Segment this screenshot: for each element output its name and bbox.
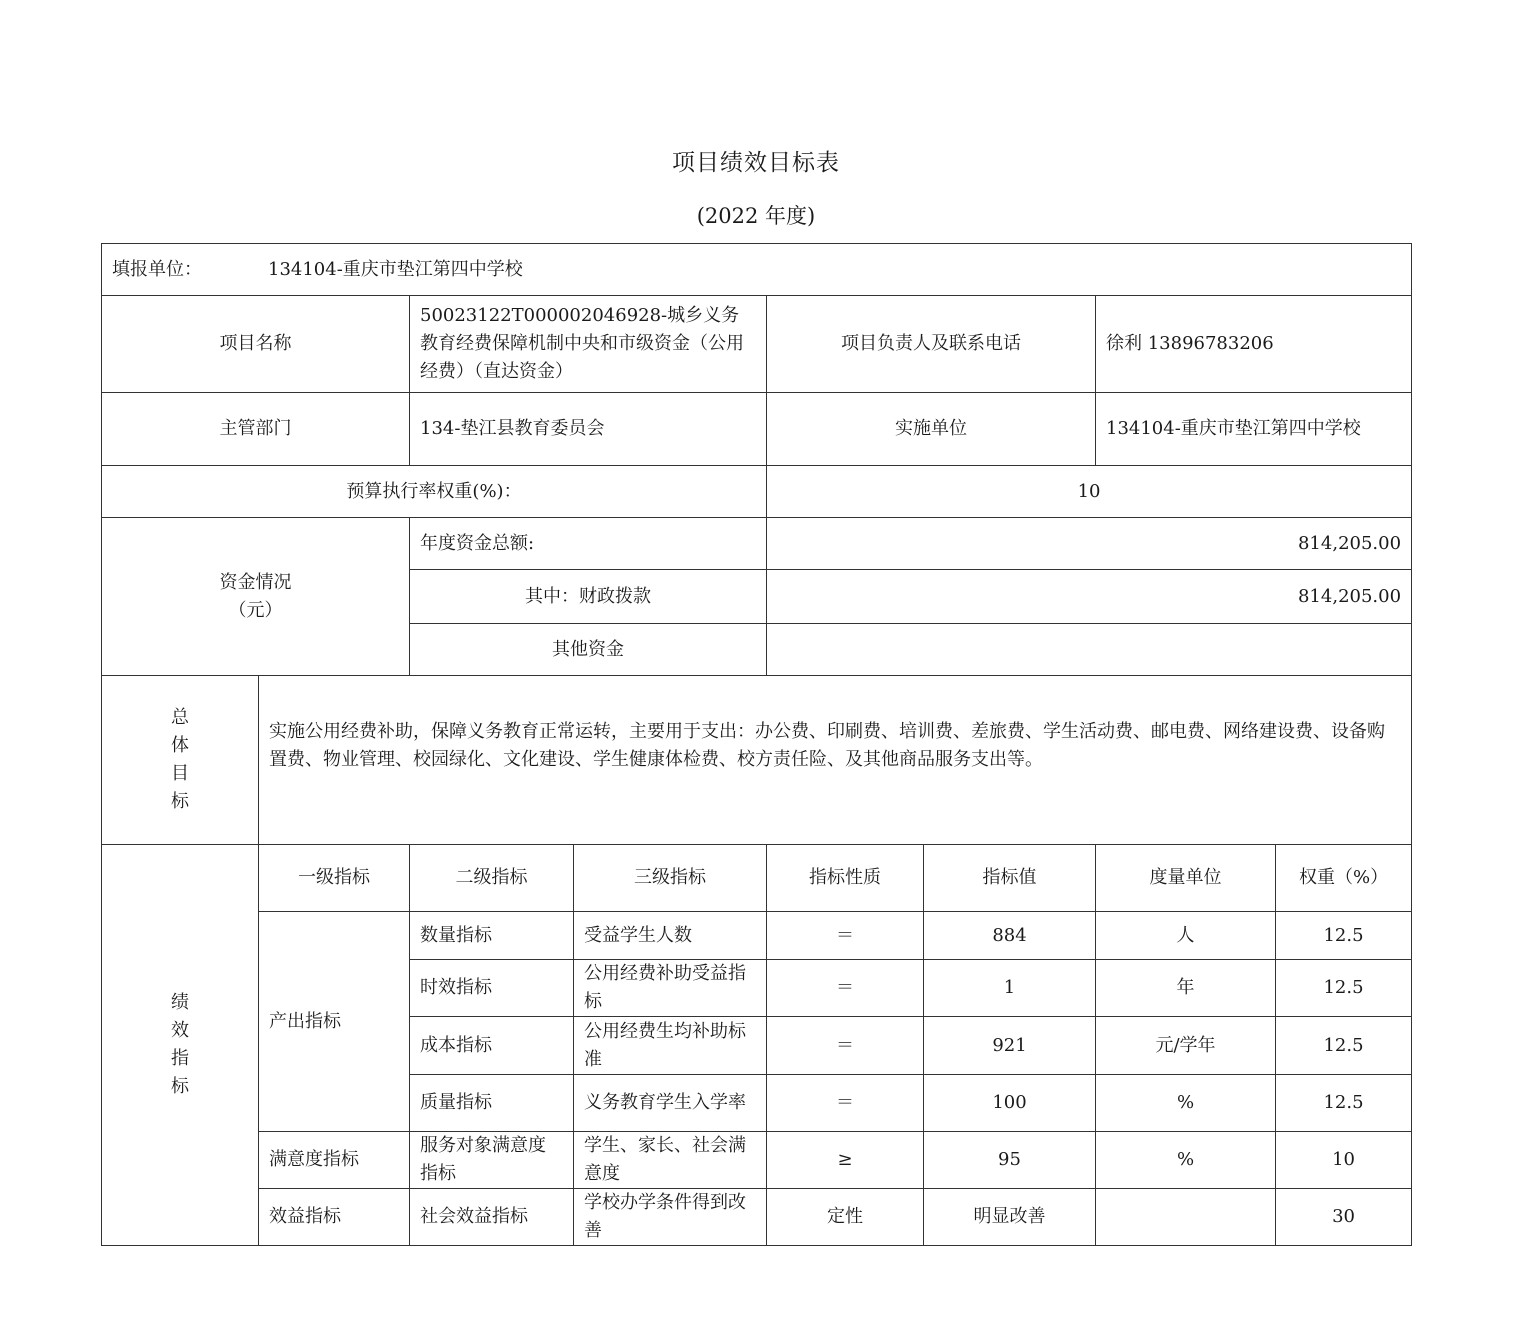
overall-goal-label-char: 总 [171, 707, 189, 728]
level2-cell: 社会效益指标 [410, 1189, 574, 1246]
unit-cell [1096, 1189, 1276, 1246]
indicator-label-char: 标 [171, 1076, 189, 1097]
value-cell: 95 [924, 1132, 1096, 1189]
funds-total-row [102, 518, 1412, 570]
funds-label [102, 518, 410, 676]
weight-cell: 12.5 [1276, 960, 1412, 1017]
nature-cell: 定性 [767, 1189, 924, 1246]
nature-cell: ＝ [767, 1075, 924, 1132]
nature-cell: ＝ [767, 912, 924, 960]
project-leader-label: 项目负责人及联系电话 [767, 296, 1096, 393]
funds-total-label: 年度资金总额: [410, 518, 767, 570]
project-name-label: 项目名称 [102, 296, 410, 393]
level3-cell: 受益学生人数 [574, 912, 767, 960]
value-cell: 明显改善 [924, 1189, 1096, 1246]
budget-weight-row [102, 466, 1412, 518]
unit-cell: % [1096, 1075, 1276, 1132]
column-header: 指标值 [924, 845, 1096, 912]
dept-label: 主管部门 [102, 393, 410, 466]
weight-cell: 12.5 [1276, 1017, 1412, 1075]
funds-label-line1: 资金情况 [219, 571, 292, 593]
nature-cell: ＝ [767, 960, 924, 1017]
level1-cell: 满意度指标 [259, 1132, 410, 1189]
table-row [102, 1189, 1412, 1246]
funds-total-value: 814,205.00 [767, 518, 1412, 570]
weight-cell: 30 [1276, 1189, 1412, 1246]
indicator-label-char: 指 [171, 1048, 189, 1069]
funds-other-label: 其他资金 [410, 624, 767, 676]
project-name-value: 50023122T000002046928-城乡义务教育经费保障机制中央和市级资金（公用经费）（直达资金） [410, 296, 767, 393]
value-cell: 921 [924, 1017, 1096, 1075]
page-subtitle: (2022 年度) [696, 204, 816, 228]
level2-cell: 数量指标 [410, 912, 574, 960]
fill-unit-cell [102, 244, 1412, 296]
fill-unit-row [102, 244, 1412, 296]
fill-unit-value: 134104-重庆市垫江第四中学校 [268, 258, 523, 280]
output-indicator-label: 产出指标 [259, 912, 410, 1132]
weight-cell: 10 [1276, 1132, 1412, 1189]
dept-value: 134-垫江县教育委员会 [410, 393, 767, 466]
unit-cell: 年 [1096, 960, 1276, 1017]
fill-unit-label: 填报单位： [112, 258, 202, 280]
level3-cell: 学生、家长、社会满意度 [574, 1132, 767, 1189]
project-leader-value: 徐利 13896783206 [1096, 296, 1412, 393]
impl-unit-label: 实施单位 [767, 393, 1096, 466]
project-name-row [102, 296, 1412, 393]
nature-cell: ＝ [767, 1017, 924, 1075]
overall-goal-label-char: 体 [171, 735, 189, 756]
performance-target-table [101, 243, 1412, 1246]
overall-goal-label-char: 目 [171, 763, 189, 784]
funds-other-value [767, 624, 1412, 676]
column-header: 权重（%） [1276, 845, 1412, 912]
indicator-header-row [102, 845, 1412, 912]
budget-weight-label: 预算执行率权重(%)： [102, 466, 767, 518]
indicator-label-char: 效 [171, 1020, 189, 1041]
weight-cell: 12.5 [1276, 1075, 1412, 1132]
level3-cell: 学校办学条件得到改善 [574, 1189, 767, 1246]
overall-goal-row [102, 676, 1412, 845]
indicator-section-label [102, 845, 259, 1246]
level2-cell: 成本指标 [410, 1017, 574, 1075]
value-cell: 884 [924, 912, 1096, 960]
level2-cell: 质量指标 [410, 1075, 574, 1132]
level1-cell: 效益指标 [259, 1189, 410, 1246]
indicator-label-char: 绩 [171, 992, 189, 1013]
funds-fiscal-label: 其中：财政拨款 [410, 570, 767, 624]
funds-label-line2: （元） [228, 599, 283, 621]
column-header: 三级指标 [574, 845, 767, 912]
column-header: 指标性质 [767, 845, 924, 912]
level3-cell: 义务教育学生入学率 [574, 1075, 767, 1132]
department-row [102, 393, 1412, 466]
table-row [102, 912, 1412, 960]
level3-cell: 公用经费补助受益指标 [574, 960, 767, 1017]
value-cell: 1 [924, 960, 1096, 1017]
column-header: 一级指标 [259, 845, 410, 912]
column-header: 度量单位 [1096, 845, 1276, 912]
budget-weight-value: 10 [767, 466, 1412, 518]
funds-fiscal-value: 814,205.00 [767, 570, 1412, 624]
impl-unit-value: 134104-重庆市垫江第四中学校 [1096, 393, 1412, 466]
level3-cell: 公用经费生均补助标准 [574, 1017, 767, 1075]
overall-goal-label-char: 标 [171, 791, 189, 812]
unit-cell: 人 [1096, 912, 1276, 960]
column-header: 二级指标 [410, 845, 574, 912]
overall-goal-text: 实施公用经费补助，保障义务教育正常运转，主要用于支出：办公费、印刷费、培训费、差旅费、学生活动费、邮电费、网络建设费、设备购置费、物业管理、校园绿化、文化建设、学生健康体检费、校方责任险、及其他商品服务支出等。 [259, 676, 1412, 845]
page-title: 项目绩效目标表 [672, 150, 840, 176]
unit-cell: % [1096, 1132, 1276, 1189]
nature-cell: ≥ [767, 1132, 924, 1189]
unit-cell: 元/学年 [1096, 1017, 1276, 1075]
overall-goal-label [102, 676, 259, 845]
level2-cell: 时效指标 [410, 960, 574, 1017]
table-row [102, 1132, 1412, 1189]
weight-cell: 12.5 [1276, 912, 1412, 960]
value-cell: 100 [924, 1075, 1096, 1132]
level2-cell: 服务对象满意度指标 [410, 1132, 574, 1189]
